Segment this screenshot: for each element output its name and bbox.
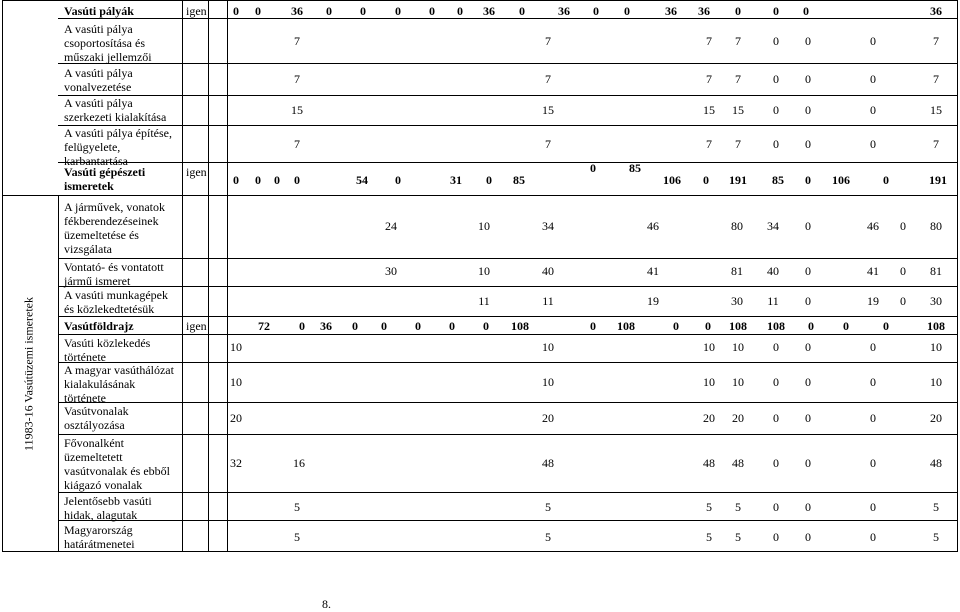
topic-label: Jelentősebb vasúti hidak, alagutak <box>64 494 152 522</box>
hours-cell: 40 <box>542 264 554 278</box>
hours-cell: 10 <box>703 375 715 389</box>
hours-cell: 0 <box>590 319 596 333</box>
hours-cell: 36 <box>698 4 710 18</box>
topic-label: A vasúti pálya építése, felügyelete, karbantartása <box>64 126 172 168</box>
hours-cell: 7 <box>735 34 741 48</box>
topic-label: A vasúti pálya szerkezeti kialakítása <box>64 96 167 124</box>
hours-cell: 0 <box>883 319 889 333</box>
hours-cell: 36 <box>930 4 942 18</box>
hours-cell: 85 <box>629 161 641 175</box>
grid-line-vertical <box>208 1 209 551</box>
topic-label: Vasúti közlekedés története <box>64 336 151 364</box>
hours-cell: 0 <box>900 294 906 308</box>
hours-cell: 10 <box>732 340 744 354</box>
hours-cell: 54 <box>356 173 368 187</box>
hours-cell: 0 <box>773 72 779 86</box>
hours-cell: 81 <box>930 264 942 278</box>
hours-cell: 0 <box>870 103 876 117</box>
hours-cell: 20 <box>703 411 715 425</box>
hours-cell: 24 <box>385 219 397 233</box>
hours-cell: 0 <box>773 456 779 470</box>
grid-line-horizontal <box>58 402 957 403</box>
hours-cell: 0 <box>773 530 779 544</box>
hours-cell: 5 <box>294 500 300 514</box>
hours-cell: 48 <box>703 456 715 470</box>
topic-label: Vontató- és vontatott jármű ismeret <box>64 260 164 288</box>
hours-cell: 7 <box>706 72 712 86</box>
topic-label: A járművek, vonatok fékberendezéseinek üzemeltetése és vizsgálata <box>64 200 165 256</box>
hours-cell: 5 <box>294 530 300 544</box>
grid-line-horizontal <box>58 258 957 259</box>
hours-cell: 10 <box>542 340 554 354</box>
hours-cell: 0 <box>805 530 811 544</box>
grid-line-horizontal <box>58 520 957 521</box>
hours-cell: 80 <box>731 219 743 233</box>
hours-cell: 0 <box>294 173 300 187</box>
hours-cell: 0 <box>805 219 811 233</box>
hours-cell: 0 <box>805 411 811 425</box>
hours-cell: 7 <box>706 137 712 151</box>
grid-line-horizontal <box>58 286 957 287</box>
hours-cell: 0 <box>519 4 525 18</box>
hours-cell: 0 <box>805 375 811 389</box>
hours-cell: 0 <box>870 530 876 544</box>
hours-cell: 81 <box>731 264 743 278</box>
grid-line-vertical <box>182 1 183 551</box>
hours-cell: 41 <box>867 264 879 278</box>
hours-cell: 80 <box>930 219 942 233</box>
hours-cell: 31 <box>450 173 462 187</box>
hours-cell: 36 <box>291 4 303 18</box>
hours-cell: 10 <box>542 375 554 389</box>
hours-cell: 108 <box>767 319 785 333</box>
hours-cell: 0 <box>773 34 779 48</box>
required-flag: igen <box>186 165 207 179</box>
hours-cell: 7 <box>294 72 300 86</box>
grid-line-horizontal <box>3 195 957 196</box>
hours-cell: 34 <box>767 219 779 233</box>
hours-cell: 0 <box>883 173 889 187</box>
hours-cell: 15 <box>542 103 554 117</box>
hours-cell: 20 <box>732 411 744 425</box>
hours-cell: 15 <box>930 103 942 117</box>
grid-line-horizontal <box>58 434 957 435</box>
hours-cell: 0 <box>870 137 876 151</box>
hours-cell: 7 <box>545 137 551 151</box>
hours-cell: 0 <box>449 319 455 333</box>
hours-cell: 7 <box>735 137 741 151</box>
hours-cell: 0 <box>805 173 811 187</box>
hours-cell: 0 <box>274 173 280 187</box>
hours-cell: 46 <box>647 219 659 233</box>
hours-cell: 48 <box>542 456 554 470</box>
hours-cell: 0 <box>703 173 709 187</box>
hours-cell: 0 <box>705 319 711 333</box>
hours-cell: 20 <box>930 411 942 425</box>
grid-line-horizontal <box>58 162 957 163</box>
hours-cell: 19 <box>867 294 879 308</box>
hours-cell: 0 <box>352 319 358 333</box>
topic-label: A vasúti pálya vonalvezetése <box>64 66 133 94</box>
hours-cell: 0 <box>803 4 809 18</box>
hours-cell: 19 <box>647 294 659 308</box>
hours-cell: 7 <box>294 137 300 151</box>
hours-cell: 0 <box>590 161 596 175</box>
hours-cell: 0 <box>870 500 876 514</box>
hours-cell: 0 <box>870 72 876 86</box>
hours-cell: 108 <box>617 319 635 333</box>
grid-line-vertical <box>227 1 228 551</box>
hours-cell: 0 <box>773 500 779 514</box>
hours-cell: 0 <box>233 173 239 187</box>
grid-line-horizontal <box>58 63 957 64</box>
hours-cell: 10 <box>478 264 490 278</box>
hours-cell: 0 <box>429 4 435 18</box>
hours-cell: 106 <box>663 173 681 187</box>
hours-cell: 0 <box>773 137 779 151</box>
topic-label: A vasúti pálya csoportosítása és műszaki jellemzői <box>64 22 152 64</box>
topic-label: Fővonalként üzemeltetett vasútvonalak és ebből kiágazó vonalak <box>64 436 170 492</box>
hours-cell: 85 <box>513 173 525 187</box>
hours-cell: 5 <box>706 500 712 514</box>
hours-cell: 0 <box>773 103 779 117</box>
hours-cell: 106 <box>832 173 850 187</box>
hours-cell: 7 <box>545 72 551 86</box>
hours-cell: 5 <box>545 530 551 544</box>
hours-cell: 108 <box>927 319 945 333</box>
grid-line-horizontal <box>58 492 957 493</box>
side-module-text: 11983-16 Vasútüzemi ismeretek <box>21 296 35 451</box>
hours-cell: 7 <box>933 34 939 48</box>
hours-cell: 0 <box>735 4 741 18</box>
hours-cell: 46 <box>867 219 879 233</box>
hours-cell: 0 <box>773 411 779 425</box>
hours-cell: 7 <box>933 72 939 86</box>
hours-cell: 0 <box>805 500 811 514</box>
hours-cell: 0 <box>773 4 779 18</box>
hours-cell: 7 <box>706 34 712 48</box>
hours-cell: 11 <box>767 294 779 308</box>
hours-cell: 0 <box>805 340 811 354</box>
hours-cell: 0 <box>805 34 811 48</box>
section-title: Vasúti gépészeti ismeretek <box>64 165 146 193</box>
grid-line-vertical <box>58 196 59 551</box>
hours-cell: 10 <box>703 340 715 354</box>
hours-cell: 20 <box>230 411 242 425</box>
hours-cell: 16 <box>293 456 305 470</box>
hours-cell: 15 <box>703 103 715 117</box>
grid-line-horizontal <box>58 316 957 317</box>
hours-cell: 0 <box>255 173 261 187</box>
hours-cell: 5 <box>545 500 551 514</box>
hours-cell: 20 <box>542 411 554 425</box>
hours-cell: 5 <box>933 500 939 514</box>
hours-cell: 0 <box>805 294 811 308</box>
topic-label: Magyarország határátmenetei <box>64 523 135 551</box>
grid-line-horizontal <box>58 95 957 96</box>
page-number: 8. <box>322 597 331 611</box>
hours-cell: 30 <box>930 294 942 308</box>
hours-cell: 0 <box>486 173 492 187</box>
hours-cell: 85 <box>772 173 784 187</box>
hours-cell: 0 <box>360 4 366 18</box>
hours-cell: 10 <box>230 375 242 389</box>
hours-cell: 0 <box>457 4 463 18</box>
hours-cell: 0 <box>483 319 489 333</box>
hours-cell: 36 <box>558 4 570 18</box>
topic-label: A magyar vasúthálózat kialakulásának története <box>64 363 174 405</box>
hours-cell: 0 <box>773 375 779 389</box>
hours-cell: 7 <box>933 137 939 151</box>
required-flag: igen <box>186 319 207 333</box>
hours-cell: 41 <box>647 264 659 278</box>
hours-cell: 72 <box>258 319 270 333</box>
hours-cell: 15 <box>732 103 744 117</box>
hours-cell: 0 <box>624 4 630 18</box>
hours-cell: 108 <box>729 319 747 333</box>
grid-line-horizontal <box>58 18 957 19</box>
hours-cell: 0 <box>593 4 599 18</box>
hours-cell: 0 <box>870 456 876 470</box>
hours-cell: 7 <box>294 34 300 48</box>
hours-cell: 0 <box>381 319 387 333</box>
hours-cell: 10 <box>478 219 490 233</box>
hours-cell: 32 <box>230 456 242 470</box>
hours-cell: 0 <box>326 4 332 18</box>
hours-cell: 0 <box>395 173 401 187</box>
hours-cell: 191 <box>729 173 747 187</box>
hours-cell: 5 <box>735 530 741 544</box>
grid-line-horizontal <box>58 125 957 126</box>
required-flag: igen <box>186 4 207 18</box>
hours-cell: 40 <box>767 264 779 278</box>
hours-cell: 0 <box>805 264 811 278</box>
hours-cell: 0 <box>870 340 876 354</box>
topic-label: A vasúti munkagépek és közlekedtetésük <box>64 288 168 316</box>
hours-cell: 11 <box>542 294 554 308</box>
hours-cell: 5 <box>735 500 741 514</box>
hours-cell: 0 <box>870 411 876 425</box>
hours-cell: 10 <box>230 340 242 354</box>
hours-cell: 0 <box>255 4 261 18</box>
hours-cell: 10 <box>732 375 744 389</box>
hours-cell: 0 <box>415 319 421 333</box>
hours-cell: 7 <box>735 72 741 86</box>
topic-label: Vasútvonalak osztályozása <box>64 404 129 432</box>
hours-cell: 5 <box>706 530 712 544</box>
hours-cell: 0 <box>900 219 906 233</box>
section-title: Vasútföldrajz <box>64 319 134 333</box>
grid-line-horizontal <box>58 362 957 363</box>
hours-cell: 191 <box>929 173 947 187</box>
side-module-label <box>0 195 57 552</box>
hours-cell: 36 <box>320 319 332 333</box>
hours-cell: 48 <box>732 456 744 470</box>
hours-cell: 30 <box>385 264 397 278</box>
hours-cell: 0 <box>805 456 811 470</box>
hours-cell: 0 <box>843 319 849 333</box>
hours-cell: 0 <box>233 4 239 18</box>
hours-cell: 10 <box>930 340 942 354</box>
hours-cell: 36 <box>483 4 495 18</box>
hours-cell: 108 <box>511 319 529 333</box>
hours-cell: 36 <box>665 4 677 18</box>
hours-cell: 0 <box>808 319 814 333</box>
hours-cell: 34 <box>542 219 554 233</box>
hours-cell: 15 <box>291 103 303 117</box>
hours-cell: 0 <box>673 319 679 333</box>
hours-cell: 0 <box>299 319 305 333</box>
hours-cell: 0 <box>805 72 811 86</box>
hours-cell: 11 <box>478 294 490 308</box>
section-title: Vasúti pályák <box>64 4 134 18</box>
hours-cell: 0 <box>773 340 779 354</box>
hours-cell: 0 <box>805 137 811 151</box>
hours-cell: 5 <box>933 530 939 544</box>
hours-cell: 0 <box>900 264 906 278</box>
hours-cell: 0 <box>395 4 401 18</box>
hours-cell: 7 <box>545 34 551 48</box>
hours-cell: 10 <box>930 375 942 389</box>
hours-cell: 0 <box>870 34 876 48</box>
grid-line-horizontal <box>58 334 957 335</box>
hours-cell: 48 <box>930 456 942 470</box>
hours-cell: 30 <box>731 294 743 308</box>
hours-cell: 0 <box>805 103 811 117</box>
hours-cell: 0 <box>870 375 876 389</box>
